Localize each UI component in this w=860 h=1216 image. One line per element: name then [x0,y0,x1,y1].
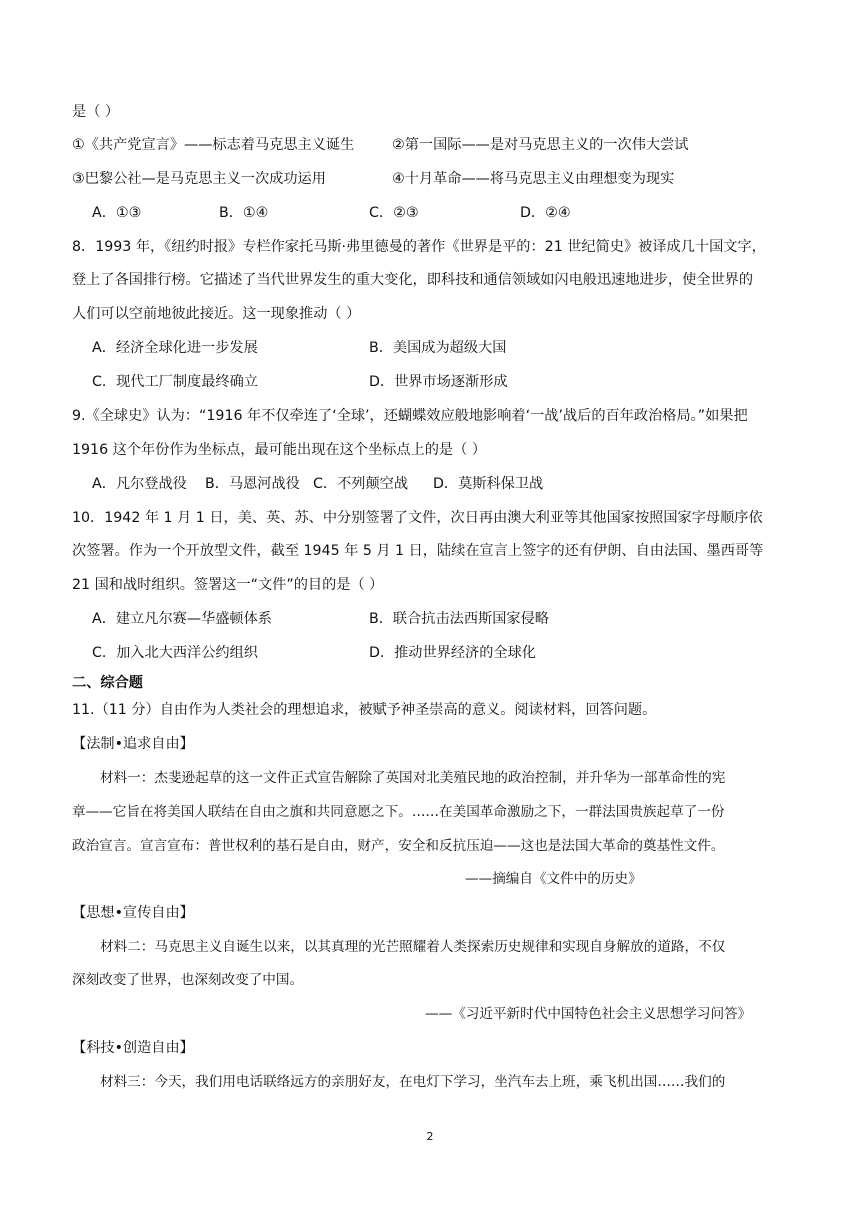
q8-option-b: B．美国成为超级大国 [369,340,507,356]
q9-option-d: D．莫斯科保卫战 [433,476,544,492]
q7-item-1: ①《共产党宣言》——标志着马克思主义诞生 [72,137,355,153]
q7-option-b: B．①④ [219,205,269,221]
q7-option-c: C．②③ [369,205,419,221]
material-1-line-1: 材料一：杰斐逊起草的这一文件正式宣告解除了英国对北美殖民地的政治控制，并升华为一部革命性的宪 [100,770,726,786]
q10-option-c: C．加入北大西洋公约组织 [92,645,258,661]
q8-option-a: A．经济全球化进一步发展 [92,340,258,356]
q11-part3-title: 【科技•创造自由】 [72,1040,194,1056]
q9-option-a: A．凡尔登战役 [92,476,187,492]
q7-option-d: D．②④ [520,205,571,221]
q9-line-2: 1916 这个年份作为坐标点，最可能出现在这个坐标点上的是（ ） [72,442,487,458]
material-2-line-2: 深刻改变了世界，也深刻改变了中国。 [72,972,304,988]
q10-line-3: 21 国和战时组织。签署这一“文件”的目的是（ ） [72,577,384,593]
q7-stem-end: 是（ ） [72,104,120,120]
q11-intro: 11.（11 分）自由作为人类社会的理想追求，被赋予神圣崇高的意义。阅读材料，回答问题。 [72,702,657,718]
q10-option-d: D．推动世界经济的全球化 [369,645,536,661]
material-3-line-1: 材料三：今天，我们用电话联络远方的亲朋好友，在电灯下学习，坐汽车去上班，乘飞机出国……我们的 [100,1074,726,1090]
q9-option-b: B．马恩河战役 [205,476,300,492]
material-2-line-1: 材料二：马克思主义自诞生以来，以其真理的光芒照耀着人类探索历史规律和实现自身解放的道路，不仅 [100,939,726,955]
q8-option-c: C．现代工厂制度最终确立 [92,374,258,390]
q10-option-b: B．联合抗击法西斯国家侵略 [369,611,549,627]
q11-part1-title: 【法制•追求自由】 [72,736,194,752]
q7-option-a: A．①③ [92,205,142,221]
q8-line-1: 8．1993 年，《纽约时报》专栏作家托马斯·弗里德曼的著作《世界是平的：21 世纪简史》被译成几十国文字， [72,239,766,255]
q8-line-2: 登上了各国排行榜。它描述了当代世界发生的重大变化，即科技和通信领域如闪电般迅速地进步，使全世界的 [72,272,754,288]
page-number: 2 [426,1130,434,1143]
material-1-source: ——摘编自《文件中的历史》 [465,871,642,887]
q9-option-c: C．不列颠空战 [313,476,409,492]
q7-item-3: ③巴黎公社—是马克思主义一次成功运用 [72,171,326,187]
q11-part2-title: 【思想•宣传自由】 [72,905,194,921]
q8-option-d: D．世界市场逐渐形成 [369,374,508,390]
q10-option-a: A．建立凡尔赛—华盛顿体系 [92,611,272,627]
q8-line-3: 人们可以空前地彼此接近。这一现象推动（ ） [72,306,361,322]
q7-item-4: ④十月革命——将马克思主义由理想变为现实 [392,171,675,187]
q9-line-1: 9.《全球史》认为：“1916 年不仅牵连了‘全球’，还蝴蝶效应般地影响着‘一战’战后的百年政治格局。”如果把 [72,408,748,424]
material-1-line-2: 章——它旨在将美国人联结在自由之旗和共同意愿之下。……在美国革命激励之下，一群法国贵族起草了一份 [72,804,725,820]
q10-line-2: 次签署。作为一个开放型文件，截至 1945 年 5 月 1 日，陆续在宣言上签字的还有伊朗、自由法国、墨西哥等 [72,543,764,559]
material-2-source: ——《习近平新时代中国特色社会主义思想学习问答》 [425,1006,752,1022]
q7-item-2: ②第一国际——是对马克思主义的一次伟大尝试 [392,137,689,153]
section-heading: 二、综合题 [72,675,143,691]
q10-line-1: 10．1942 年 1 月 1 日，美、英、苏、中分别签署了文件，次日再由澳大利亚等其他国家按照国家字母顺序依 [72,510,763,526]
material-1-line-3: 政治宣言。宣言宣布：普世权利的基石是自由，财产，安全和反抗压迫——这也是法国大革命的奠基性文件。 [72,838,725,854]
